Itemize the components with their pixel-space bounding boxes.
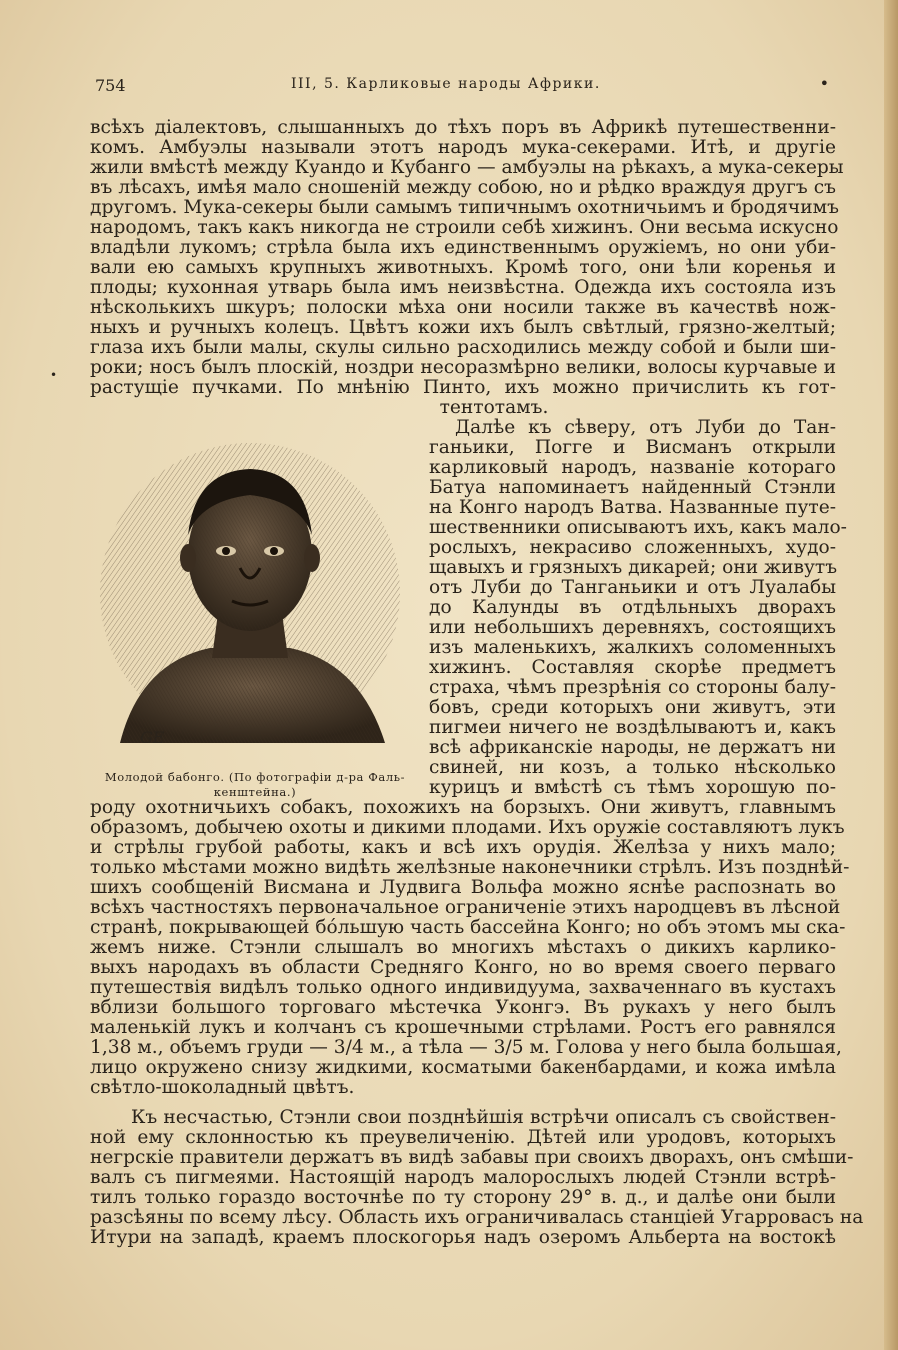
figure-caption — [85, 770, 425, 800]
text-line: роки; носъ былъ плоскій, ноздри несоразмѣрно велики, волосы курчавые и — [90, 357, 836, 378]
page-number: 754 — [95, 76, 126, 95]
text-line: владѣли лукомъ; стрѣла была ихъ единственнымъ оружіемъ, но они уби- — [90, 237, 836, 258]
text-line: хижинъ. Составляя скорѣе предметъ — [429, 657, 836, 678]
text-line: до Калунды въ отдѣльныхъ дворахъ — [429, 597, 836, 618]
text-line: и стрѣлы грубой работы, какъ и всѣ ихъ орудія. Желѣза у нихъ мало; — [90, 837, 836, 858]
text-line: разсѣяны по всему лѣсу. Область ихъ ограничивалась станціей Угарровасъ на — [90, 1207, 864, 1228]
text-line: свѣтло-шоколадный цвѣтъ. — [90, 1077, 355, 1098]
text-line: жемъ ниже. Стэнли слышалъ во многихъ мѣстахъ о дикихъ карлико- — [90, 937, 836, 958]
text-line: Далѣе къ сѣверу, отъ Луби до Тан- — [455, 417, 836, 438]
text-line: народомъ, такъ какъ никогда не строили себѣ хижинъ. Они весьма искусно — [90, 217, 839, 238]
margin-mark: • — [50, 368, 58, 382]
page-header — [95, 76, 835, 98]
text-line: всѣ африканскіе народы, не держатъ ни — [429, 737, 836, 758]
text-line: Итури на западѣ, краемъ плоскогорья надъ озеромъ Альберта на востокѣ — [90, 1227, 836, 1248]
text-line: лицо окружено снизу жидкими, косматыми бакенбардами, и кожа имѣла — [90, 1057, 836, 1078]
text-line: путешествія видѣлъ только одного индивидуума, захваченнаго въ кустахъ — [90, 977, 836, 998]
text-line: тилъ только гораздо восточнѣе по ту сторону 29° в. д., и далѣе они были — [90, 1187, 836, 1208]
text-line: изъ маленькихъ, жалкихъ соломенныхъ — [429, 637, 836, 658]
text-line: тентотамъ. — [439, 397, 549, 418]
text-line: вали ею самыхъ крупныхъ животныхъ. Кромѣ того, они ѣли коренья и — [90, 257, 836, 278]
caption-line: кенштейна.) — [213, 785, 297, 799]
text-line: только мѣстами можно видѣть желѣзные наконечники стрѣлъ. Изъ позднѣй- — [90, 857, 850, 878]
text-line: шественники описываютъ ихъ, какъ мало- — [429, 517, 847, 538]
text-line: Къ несчастью, Стэнли свои позднѣйшія встрѣчи описалъ съ свойствен- — [131, 1107, 836, 1128]
text-line: всѣхъ частностяхъ первоначальное ограниченіе этихъ народцевъ въ лѣсной — [90, 897, 841, 918]
text-line: карликовый народъ, названіе котораго — [429, 457, 836, 478]
text-line: выхъ народахъ въ области Средняго Конго, но во время своего перваго — [90, 957, 836, 978]
text-line: щавыхъ и грязныхъ дикарей; они живутъ — [429, 557, 838, 578]
text-line: бовъ, среди которыхъ они живутъ, эти — [429, 697, 836, 718]
text-line: валъ съ пигмеями. Настоящій народъ малорослыхъ людей Стэнли встрѣ- — [90, 1167, 836, 1188]
text-line: комъ. Амбуэлы называли этотъ народъ мука-секерами. Итѣ, и другіе — [90, 137, 836, 158]
text-line: глаза ихъ были малы, скулы сильно расходились между собой и были ши- — [90, 337, 836, 358]
text-line: ной ему склонностью къ преувеличенію. Дѣтей или уродовъ, которыхъ — [90, 1127, 836, 1148]
text-line: шихъ сообщеній Висмана и Лудвига Вольфа можно яснѣе распознать во — [90, 877, 836, 898]
text-line: рослыхъ, некрасиво сложенныхъ, худо- — [429, 537, 836, 558]
text-line: на Конго народъ Ватва. Названные путе- — [429, 497, 836, 518]
text-line: плоды; кухонная утварь была имъ неизвѣстна. Одежда ихъ состояла изъ — [90, 277, 836, 298]
text-line: жили вмѣстѣ между Куандо и Кубанго — амбуэлы на рѣкахъ, а мука-секеры — [90, 157, 844, 178]
text-line: растущіе пучками. По мнѣнію Пинто, ихъ можно причислить къ гот- — [90, 377, 836, 398]
text-line: Батуа напоминаетъ найденный Стэнли — [429, 477, 836, 498]
text-line: 1,38 м., объемъ груди — 3/4 м., а тѣла — 3/5 м. Голова у него была большая, — [90, 1037, 842, 1058]
text-line: роду охотничьихъ собакъ, похожихъ на борзыхъ. Они живутъ, главнымъ — [90, 797, 836, 818]
text-line: въ лѣсахъ, имѣя мало сношеній между собою, но и рѣдко враждуя другъ съ — [90, 177, 836, 198]
corner-mark: • — [819, 74, 829, 93]
text-line: курицъ и вмѣстѣ съ тѣмъ хорошую по- — [429, 777, 836, 798]
caption-line: Молодой бабонго. (По фотографіи д-ра Фаль- — [104, 770, 406, 784]
running-title: III, 5. Карликовые народы Африки. — [291, 76, 601, 92]
text-line: свиней, ни козъ, а только нѣсколько — [429, 757, 836, 778]
text-line: ныхъ и ручныхъ колецъ. Цвѣтъ кожи ихъ былъ свѣтлый, грязно-желтый; — [90, 317, 836, 338]
text-line: пигмеи ничего не воздѣлываютъ и, какъ — [429, 717, 836, 738]
text-line: страха, чѣмъ презрѣнія со стороны балу- — [429, 677, 836, 698]
text-line: негрскіе правители держатъ въ видѣ забавы при своихъ дворахъ, онъ смѣши- — [90, 1147, 854, 1168]
engraver-signature: GE — [140, 728, 165, 747]
text-line: другомъ. Мука-секеры были самымъ типичнымъ охотничьимъ и бродячимъ — [90, 197, 839, 218]
text-line: странѣ, покрывающей бо́льшую часть бассейна Конго; но объ этомъ мы ска- — [90, 917, 846, 938]
page-edge — [884, 0, 898, 1350]
text-line: вблизи большого торговаго мѣстечка Уконгэ. Въ рукахъ у него былъ — [90, 997, 836, 1018]
portrait-engraving — [100, 443, 400, 757]
text-line: всѣхъ діалектовъ, слышанныхъ до тѣхъ поръ въ Африкѣ путешественни- — [90, 117, 836, 138]
text-line: образомъ, добычею охоты и дикими плодами. Ихъ оружіе составляютъ лукъ — [90, 817, 845, 838]
text-line: нѣсколькихъ шкуръ; полоски мѣха они носили также въ качествѣ нож- — [90, 297, 836, 318]
text-line: ганьики, Погге и Висманъ открыли — [429, 437, 836, 458]
text-line: или небольшихъ деревняхъ, состоящихъ — [429, 617, 836, 638]
text-line: отъ Луби до Танганьики и отъ Луалабы — [429, 577, 836, 598]
text-line: маленькій лукъ и колчанъ съ крошечными стрѣлами. Ростъ его равнялся — [90, 1017, 836, 1038]
